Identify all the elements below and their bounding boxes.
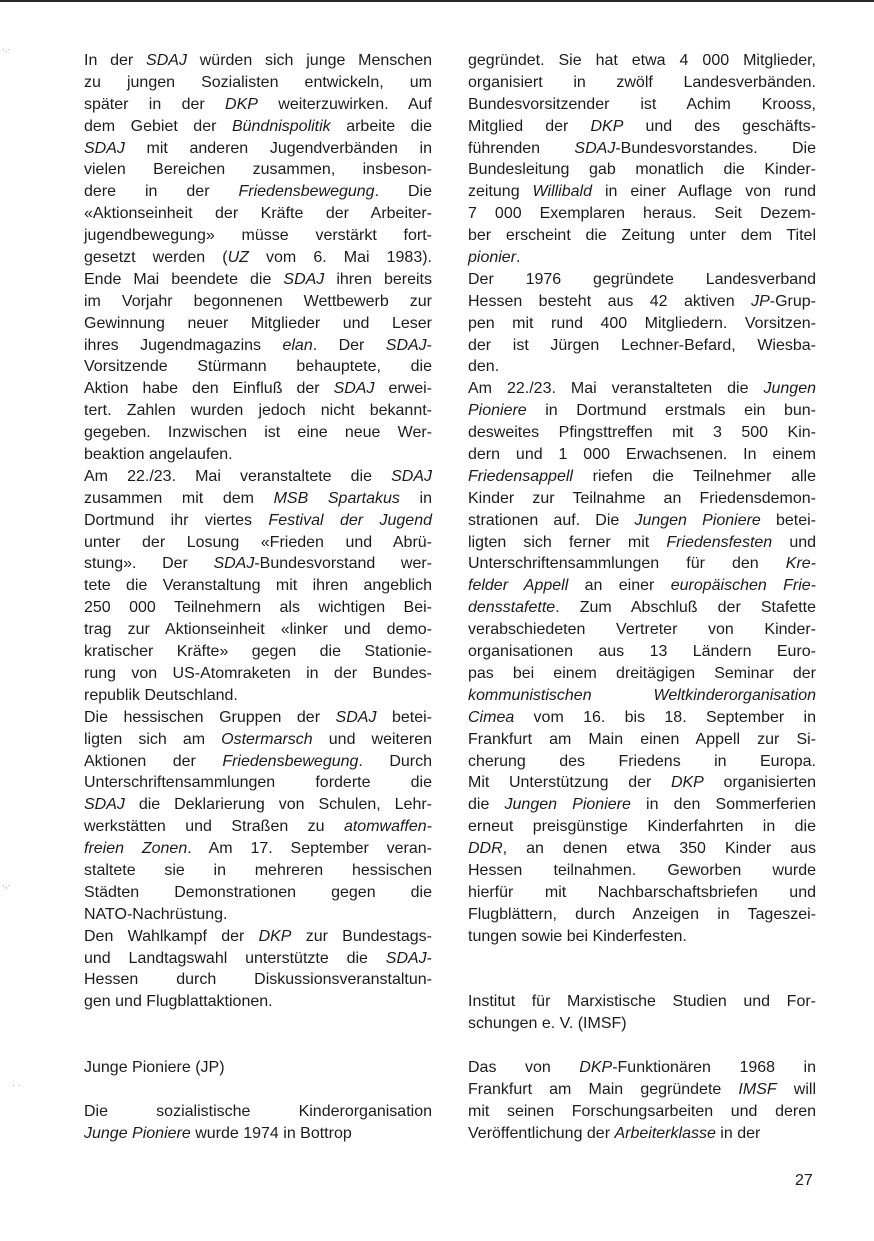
text-line: zeitung Willibald in einer Auflage von rund [468, 183, 816, 201]
text-line: Pioniere in Dortmund erstmals ein bun- [468, 402, 816, 420]
text-line: densstafette. Zum Abschluß der Stafette [468, 599, 816, 617]
paragraph-gap [468, 1035, 816, 1057]
text-line: Städten Demonstrationen gegen die [84, 883, 432, 901]
text-line: Gewinnung neuer Mitglieder und Leser [84, 314, 432, 332]
text-line: Hessen durch Diskussionsveranstaltun- [84, 971, 432, 989]
text-line: cherung des Friedens in Europa. [468, 752, 816, 770]
text-line: die Jungen Pioniere in den Sommerferien [468, 796, 816, 814]
text-line: Vorsitzende Stürmann behauptete, die [84, 358, 432, 376]
text-line: verabschiedeten Vertreter von Kinder- [468, 621, 816, 639]
text-line: hierfür mit Nachbarschaftsbriefen und [468, 883, 816, 901]
text-line: ihres Jugendmagazins elan. Der SDAJ- [84, 336, 432, 354]
text-line: rung von US-Atomraketen in der Bundes- [84, 664, 432, 682]
text-line: schungen e. V. (IMSF) [468, 1015, 627, 1033]
left-column [84, 50, 432, 1145]
text-line: trag zur Aktionseinheit «linker und demo- [84, 621, 432, 639]
top-rule [0, 0, 874, 2]
text-line: jugendbewegung» müsse verstärkt fort- [84, 227, 432, 245]
text-line: Unterschriftensammlungen forderte die [84, 774, 432, 792]
text-line: dere in der Friedensbewegung. Die [84, 183, 432, 201]
text-line: Am 22./23. Mai veranstalteten die Jungen [468, 380, 816, 398]
text-line: dern und 1 000 Erwachsenen. In einem [468, 446, 816, 464]
text-line: pas bei einem dreitägigen Seminar der [468, 664, 816, 682]
text-line: Frankfurt am Main gegründete IMSF will [468, 1080, 816, 1098]
text-line: mit seinen Forschungsarbeiten und deren [468, 1102, 816, 1120]
text-line: Kinder zur Teilnahme an Friedensdemon- [468, 489, 816, 507]
text-line: strationen auf. Die Jungen Pioniere betei- [468, 511, 816, 529]
text-line: Hessen besteht aus 42 aktiven JP-Grup- [468, 292, 816, 310]
text-line: Den Wahlkampf der DKP zur Bundestags- [84, 927, 432, 945]
text-line: Mit Unterstützung der DKP organisierten [468, 774, 816, 792]
text-line: ligten sich ferner mit Friedensfesten und [468, 533, 817, 551]
text-line: werkstätten und Straßen zu atomwaffen- [84, 818, 432, 836]
text-line: In der SDAJ würden sich junge Menschen [84, 52, 432, 69]
text-line: vielen Bereichen zusammen, insbeson- [84, 161, 432, 179]
scan-speck: ·,· [2, 880, 11, 890]
text-line: gegeben. Inzwischen ist eine neue Wer- [84, 424, 432, 442]
paragraph-gap [84, 1079, 432, 1101]
text-line: ligten sich am Ostermarsch und weiteren [84, 730, 433, 748]
text-line: erneut preisgünstige Kinderfahrten in die [468, 818, 816, 836]
text-line: gegründet. Sie hat etwa 4 000 Mitglieder, [468, 52, 816, 69]
text-line: beaktion angelaufen. [84, 446, 233, 464]
text-line: Bundesvorsitzender ist Achim Krooss, [468, 95, 816, 113]
text-line: der ist Jürgen Lechner-Befard, Wiesba- [468, 336, 816, 354]
text-line: 250 000 Teilnehmern als wichtigen Bei- [84, 599, 432, 617]
text-line: im Vorjahr begonnenen Wettbewerb zur [84, 292, 432, 310]
text-line: felder Appell an einer europäischen Frie- [468, 577, 816, 595]
text-line: Flugblättern, durch Anzeigen in Tageszei- [468, 905, 816, 923]
text-line: desweites Pfingsttreffen mit 3 500 Kin- [468, 424, 816, 442]
right-column [468, 50, 816, 1145]
text-line: tete die Veranstaltung mit ihren angeblich [84, 577, 432, 595]
text-line: Die hessischen Gruppen der SDAJ betei- [84, 708, 432, 726]
text-line: 7 000 Exemplaren heraus. Seit Dezem- [468, 205, 816, 223]
text-line: unter der Losung «Frieden und Abrü- [84, 533, 432, 551]
text-line: später in der DKP weiterzuwirken. Auf [84, 95, 433, 113]
text-line: Veröffentlichung der Arbeiterklasse in der [468, 1124, 761, 1142]
text-line: kratischer Kräfte» gegen die Stationie- [84, 643, 432, 661]
text-line: Die sozialistische Kinderorganisation [84, 1102, 432, 1120]
scan-speck: · · [12, 1080, 21, 1090]
text-line: tert. Zahlen wurden jedoch nicht bekannt- [84, 402, 432, 420]
text-line: Der 1976 gegründete Landesverband [468, 270, 816, 288]
text-line: SDAJ die Deklarierung von Schulen, Lehr- [84, 796, 432, 814]
text-line: Unterschriftensammlungen für den Kre- [468, 555, 816, 573]
text-line: freien Zonen. Am 17. September veran- [84, 840, 432, 858]
text-line: und Landtagswahl unterstützte die SDAJ- [84, 949, 432, 967]
text-line: Hessen teilnahmen. Geworben wurde [468, 861, 816, 879]
text-line: republik Deutschland. [84, 686, 238, 704]
text-line: DDR, an denen etwa 350 Kinder aus [468, 840, 816, 858]
text-line: pen mit rund 400 Mitgliedern. Vorsitzen- [468, 314, 816, 332]
text-line: den. [468, 358, 500, 376]
text-line: Bundesleitung gab monatlich die Kinder- [468, 161, 816, 179]
text-line: staltete sie in mehreren hessischen [84, 861, 432, 879]
text-line: Aktion habe den Einfluß der SDAJ erwei- [84, 380, 433, 398]
text-line: Das von DKP-Funktionären 1968 in [468, 1058, 817, 1076]
text-line: Institut für Marxistische Studien und For- [468, 993, 816, 1011]
scan-speck: ·.· [2, 44, 11, 54]
text-line: Ende Mai beendete die SDAJ ihren bereits [84, 270, 432, 288]
text-line: NATO-Nachrüstung. [84, 905, 228, 923]
text-line: pionier. [468, 249, 521, 267]
text-line: «Aktionseinheit der Kräfte der Arbeiter- [84, 205, 432, 223]
text-line: Dortmund ihr viertes Festival der Jugend [84, 511, 432, 529]
text-line: Mitglied der DKP und des geschäfts- [468, 117, 816, 135]
text-line: kommunistischen Weltkinderorganisation [468, 686, 816, 704]
text-line: stung». Der SDAJ-Bundesvorstand wer- [84, 555, 432, 573]
text-line: zu jungen Sozialisten entwickeln, um [84, 73, 432, 91]
text-line: Frankfurt am Main einen Appell zur Si- [468, 730, 816, 748]
text-line: Junge Pioniere wurde 1974 in Bottrop [84, 1124, 352, 1142]
text-line: dem Gebiet der Bündnispolitik arbeite die [84, 117, 432, 135]
text-line: Cimea vom 16. bis 18. September in [468, 708, 816, 726]
text-line: ber erscheint die Zeitung unter dem Titel [468, 227, 816, 245]
paragraph-gap [468, 948, 816, 992]
page-number: 27 [795, 1172, 813, 1189]
text-line: tungen sowie bei Kinderfesten. [468, 927, 687, 945]
text-line: organisiert in zwölf Landesverbänden. [468, 73, 816, 91]
text-line: führenden SDAJ-Bundesvorstandes. Die [468, 139, 816, 157]
text-line: Friedensappell riefen die Teilnehmer alle [468, 467, 816, 485]
text-line: gen und Flugblattaktionen. [84, 993, 273, 1011]
paragraph-gap [84, 1013, 432, 1057]
text-line: SDAJ mit anderen Jugendverbänden in [84, 139, 432, 157]
text-line: organisationen aus 13 Ländern Euro- [468, 643, 816, 661]
text-line: Aktionen der Friedensbewegung. Durch [84, 752, 432, 770]
text-line: Junge Pioniere (JP) [84, 1058, 225, 1076]
text-line: Am 22./23. Mai veranstaltete die SDAJ [84, 467, 432, 485]
text-line: gesetzt werden (UZ vom 6. Mai 1983). [84, 249, 432, 267]
text-line: zusammen mit dem MSB Spartakus in [84, 489, 432, 507]
